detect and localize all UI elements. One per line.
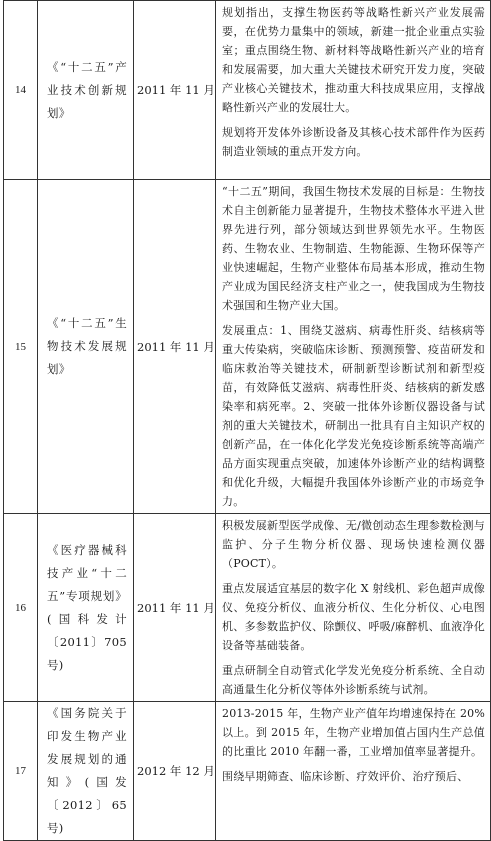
- policy-content: [216, 514, 491, 702]
- row-number: 14: [4, 1, 38, 180]
- document-title: 《“十二五”生物技术发展规划》: [38, 180, 134, 514]
- table-row: [4, 702, 491, 841]
- content-paragraph: 规划将开发体外诊断设备及其核心技术部件作为医药制造业领域的重点开发方向。: [222, 126, 485, 158]
- table-row: [4, 180, 491, 514]
- policy-content: [216, 702, 491, 841]
- document-title: 《国务院关于印发生物产业发展规划的通知》(国发〔2012〕65 号): [38, 702, 134, 841]
- row-number: 17: [4, 702, 38, 841]
- row-number: 15: [4, 180, 38, 514]
- content-paragraph: 围绕早期筛查、临床诊断、疗效评价、治疗预后、: [222, 770, 469, 783]
- document-title: 《“十二五”产业技术创新规划》: [38, 1, 134, 180]
- policy-content: [216, 180, 491, 514]
- content-paragraph: 重点发展适宜基层的数字化 X 射线机、彩色超声成像仪、免疫分析仪、血液分析仪、生化分析仪、心电图机、多参数监护仪、除颤仪、呼吸/麻醉机、血液净化设备等基础装备。: [222, 582, 485, 652]
- content-paragraph: 发展重点：1、围绕艾滋病、病毒性肝炎、结核病等重大传染病，突破临床诊断、预测预警、疫苗研发和临床救治等关键技术，研制新型诊断试剂和新型疫苗，有效降低艾滋病、病毒性肝炎、结核病的新发感染率和病死率。2、突破一批体外诊断仪器设备与试剂的重大关键技术，研制出一批具有自主知识产权的创新产品，在一体化化学发光免疫诊断系统等高端产品方面实现重点突破，加速体外诊断产业的结构调整和优化升级，大幅提升我国体外诊断产业的市场竞争力。: [222, 324, 485, 508]
- issue-date: 2011 年 11 月: [134, 1, 216, 180]
- document-title: 《医疗器械科技产业“十二五”专项规划》(国科发计〔2011〕705 号): [38, 514, 134, 702]
- policy-content: [216, 1, 491, 180]
- content-paragraph: 重点研制全自动管式化学发光免疫分析系统、全自动高通量生化分析仪等体外诊断系统与试剂。: [222, 664, 485, 696]
- issue-date: 2012 年 12 月: [134, 702, 216, 841]
- content-paragraph: 2013-2015 年，生物产业产值年均增速保持在 20%以上。到 2015 年，生物产业增加值占国内生产总值的比重比 2010 年翻一番，工业增加值率显著提升。: [222, 707, 485, 758]
- table-row: [4, 1, 491, 180]
- content-paragraph: 规划指出，支撑生物医药等战略性新兴产业发展需要，在优势力量集中的领域，新建一批企业重点实验室；重点围绕生物、新材料等战略性新兴产业的培育和发展需要，加大重大关键技术研究开发力度，突破产业核心关键技术，推动重大科技成果应用，支撑战略性新兴产业的发展壮大。: [222, 6, 485, 114]
- policy-table: [3, 0, 491, 841]
- issue-date: 2011 年 11 月: [134, 180, 216, 514]
- content-paragraph: 积极发展新型医学成像、无/微创动态生理参数检测与监护、分子生物分析仪器、现场快速检测仪器（POCT）。: [222, 519, 485, 570]
- content-paragraph: “十二五”期间，我国生物技术发展的目标是：生物技术自主创新能力显著提升，生物技术整体水平进入世界先进行列，部分领域达到世界领先水平。生物医药、生物农业、生物制造、生物能源、生物环保等产业快速崛起，生物产业整体布局基本形成，推动生物产业成为国民经济支柱产业之一，使我国成为生物技术强国和生物产业大国。: [222, 185, 485, 312]
- issue-date: 2011 年 11 月: [134, 514, 216, 702]
- row-number: 16: [4, 514, 38, 702]
- table-row: [4, 514, 491, 702]
